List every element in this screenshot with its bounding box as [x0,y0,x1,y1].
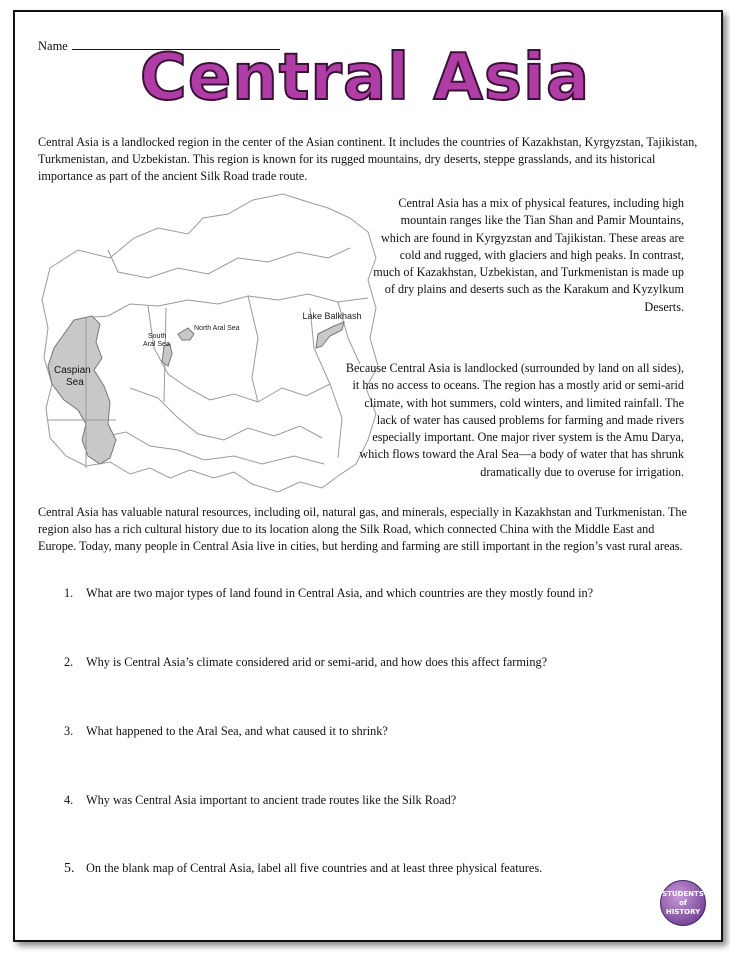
label-south-aral-sea-line2: Aral Sea [143,341,170,348]
question-number: 3. [64,724,74,738]
question-text: What are two major types of land found in Central Asia, and which countries are they mostly found in? [86,586,594,600]
question-5 [64,861,542,877]
name-label: Name [38,39,68,53]
page-title: Central Asia [139,41,591,115]
physical-features-paragraph: Central Asia has a mix of physical features, including high mountain ranges like the Tian Shan and Pamir Mountains, which are found in Kyrgyzstan and Tajikistan. These areas are cold and rugged, with glaciers and high peaks. In contrast, much of Kazakhstan, Uzbekistan, and Turkmenistan is made up of dry plains and deserts such as the Karakum and Kyzylkum Deserts. [373,196,684,314]
question-text: What happened to the Aral Sea, and what caused it to shrink? [86,724,388,738]
question-4 [64,793,456,808]
label-lake-balkhash: Lake Balkhash [302,311,362,321]
logo-line-1: STUDENTS [662,889,704,898]
label-south-aral-sea-line1: South [148,333,167,340]
label-caspian-line1: Caspian [54,365,91,376]
resources-paragraph: Central Asia has valuable natural resources, including oil, natural gas, and minerals, especially in Kazakhstan and Turkmenistan. The region also has a rich cultural history due to its location along the Silk Road, which connected China with the Middle East and Europe. Today, many people in Central Asia live in cities, but herding and farming are still important in the region’s vast rural areas. [38,505,687,553]
question-2 [64,655,547,670]
question-number: 5. [64,861,75,876]
question-text: Why was Central Asia important to ancient trade routes like the Silk Road? [86,793,457,807]
question-number: 2. [64,655,74,669]
logo-line-3: HISTORY [665,907,701,916]
climate-paragraph: Because Central Asia is landlocked (surrounded by land on all sides), it has no access to oceans. The region has a mostly arid or semi-arid climate, with hot summers, cold winters, and limited rainfall. The lack of water has caused problems for farming and made rivers especially important. One major river system is the Amu Darya, which flows toward the Aral Sea—a body of water that has shrunk dramatically due to overuse for irrigation. [345,361,684,479]
label-north-aral-sea: North Aral Sea [194,325,240,332]
intro-paragraph: Central Asia is a landlocked region in the center of the Asian continent. It includes the countries of Kazakhstan, Kyrgyzstan, Tajikistan, Turkmenistan, and Uzbekistan. This region is known for its rugged mountains, dry deserts, steppe grasslands, and its historical importance as part of the ancient Silk Road trade route. [38,135,698,183]
question-1 [64,586,593,601]
question-number: 1. [64,586,74,600]
logo-line-2: of [679,898,687,907]
central-asia-map [38,188,378,500]
question-text: On the blank map of Central Asia, label all five countries and at least three physical features. [86,861,543,875]
label-caspian-line2: Sea [66,377,84,388]
question-3 [64,724,388,739]
question-text: Why is Central Asia’s climate considered arid or semi-arid, and how does this affect farming? [86,655,548,669]
question-number: 4. [64,793,74,807]
students-of-history-logo [660,880,706,926]
